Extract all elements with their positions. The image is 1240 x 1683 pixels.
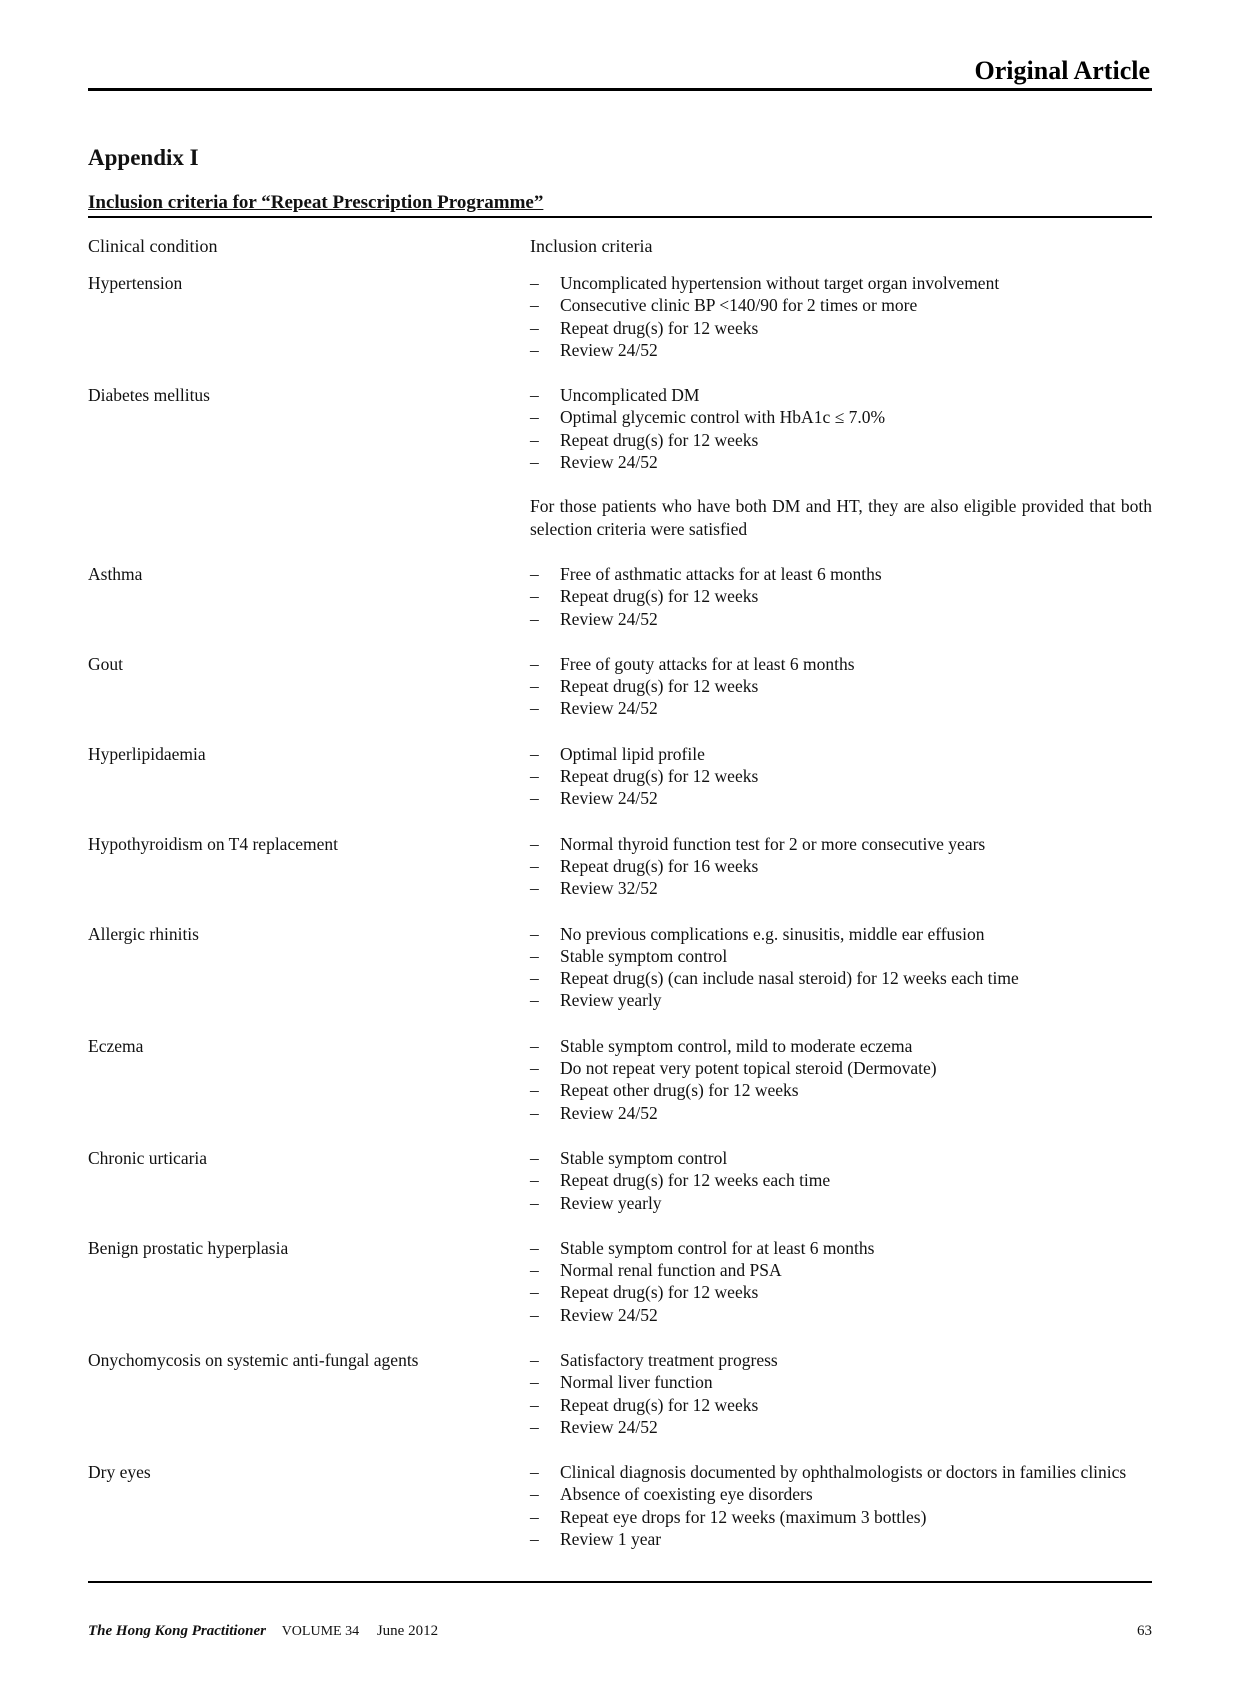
criteria-text: Normal thyroid function test for 2 or more consecutive years (560, 833, 986, 854)
criteria-text: Review 24/52 (560, 608, 658, 629)
criteria-item (530, 1506, 1152, 1528)
inclusion-criteria (530, 923, 1152, 1012)
criteria-text: Repeat other drug(s) for 12 weeks (560, 1080, 799, 1101)
criteria-item (530, 1416, 1152, 1438)
clinical-condition: Chronic urticaria (88, 1147, 208, 1168)
dash-bullet: – (530, 385, 539, 406)
table-row (88, 833, 1152, 900)
dash-bullet: – (530, 1170, 539, 1191)
criteria-item (530, 877, 1152, 899)
dash-bullet: – (530, 855, 539, 876)
criteria-text: Stable symptom control (560, 945, 728, 966)
criteria-item (530, 1079, 1152, 1101)
criteria-item (530, 675, 1152, 697)
table-row (88, 1237, 1152, 1326)
dash-bullet: – (530, 1192, 539, 1213)
inclusion-criteria (530, 653, 1152, 720)
table-row (88, 1035, 1152, 1124)
dash-bullet: – (530, 1282, 539, 1303)
table-title: Inclusion criteria for “Repeat Prescription Programme” (88, 192, 544, 213)
inclusion-criteria (530, 1147, 1152, 1214)
criteria-item (530, 339, 1152, 361)
clinical-condition: Hypothyroidism on T4 replacement (88, 833, 338, 854)
criteria-list (530, 1147, 1152, 1214)
criteria-item (530, 451, 1152, 473)
criteria-item (530, 1371, 1152, 1393)
criteria-text: Repeat drug(s) for 12 weeks (560, 429, 759, 450)
table-row (88, 563, 1152, 630)
dash-bullet: – (530, 833, 539, 854)
dash-bullet: – (530, 295, 539, 316)
criteria-text: Repeat drug(s) for 12 weeks (560, 676, 759, 697)
criteria-item (530, 272, 1152, 294)
criteria-item (530, 585, 1152, 607)
dash-bullet: – (530, 1147, 539, 1168)
dash-bullet: – (530, 429, 539, 450)
dash-bullet: – (530, 452, 539, 473)
dash-bullet: – (530, 563, 539, 584)
table-row (88, 1349, 1152, 1438)
criteria-text: Review 1 year (560, 1529, 662, 1550)
clinical-condition: Benign prostatic hyperplasia (88, 1237, 289, 1258)
criteria-list (530, 743, 1152, 810)
criteria-text: Do not repeat very potent topical steroid (Dermovate) (560, 1058, 937, 1079)
criteria-text: Review 24/52 (560, 1304, 658, 1325)
column-header-condition: Clinical condition (88, 236, 218, 256)
criteria-item (530, 294, 1152, 316)
criteria-text: Review 24/52 (560, 1416, 658, 1437)
criteria-text: Normal liver function (560, 1372, 713, 1393)
criteria-item (530, 1035, 1152, 1057)
dash-bullet: – (530, 676, 539, 697)
criteria-text: Absence of coexisting eye disorders (560, 1484, 813, 1505)
dash-bullet: – (530, 968, 539, 989)
table-row (88, 384, 1152, 540)
criteria-item (530, 384, 1152, 406)
inclusion-criteria (530, 272, 1152, 361)
clinical-condition: Dry eyes (88, 1462, 151, 1483)
criteria-text: Repeat drug(s) for 12 weeks (560, 317, 759, 338)
criteria-item (530, 945, 1152, 967)
criteria-item (530, 967, 1152, 989)
dash-bullet: – (530, 1035, 539, 1056)
inclusion-criteria (530, 563, 1152, 630)
dash-bullet: – (530, 1349, 539, 1370)
section-label: Original Article (974, 56, 1150, 85)
criteria-item (530, 1102, 1152, 1124)
clinical-condition: Diabetes mellitus (88, 385, 210, 406)
criteria-item (530, 608, 1152, 630)
clinical-condition: Onychomycosis on systemic anti-fungal agents (88, 1349, 419, 1370)
criteria-list (530, 923, 1152, 1012)
criteria-text: Review 24/52 (560, 698, 658, 719)
dash-bullet: – (530, 339, 539, 360)
header-rule (88, 88, 1152, 91)
criteria-text: Repeat drug(s) for 12 weeks (560, 586, 759, 607)
criteria-item (530, 1304, 1152, 1326)
criteria-list (530, 653, 1152, 720)
criteria-item (530, 1259, 1152, 1281)
appendix-title: Appendix I (88, 145, 199, 170)
dash-bullet: – (530, 273, 539, 293)
criteria-item (530, 697, 1152, 719)
criteria-text: Repeat drug(s) (can include nasal steroid) for 12 weeks each time (560, 968, 1019, 989)
column-header-criteria: Inclusion criteria (530, 236, 653, 256)
inclusion-criteria (530, 1035, 1152, 1124)
criteria-text: Optimal lipid profile (560, 743, 705, 764)
criteria-text: Stable symptom control for at least 6 months (560, 1237, 875, 1258)
criteria-item (530, 1169, 1152, 1191)
criteria-text: Optimal glycemic control with HbA1c ≤ 7.0% (560, 407, 886, 428)
criteria-item (530, 1237, 1152, 1259)
criteria-text: Repeat eye drops for 12 weeks (maximum 3 bottles) (560, 1506, 927, 1527)
dash-bullet: – (530, 1080, 539, 1101)
dash-bullet: – (530, 1102, 539, 1123)
clinical-condition: Allergic rhinitis (88, 923, 199, 944)
clinical-condition: Gout (88, 653, 123, 674)
criteria-text: Review 24/52 (560, 788, 658, 809)
criteria-item (530, 1483, 1152, 1505)
criteria-item (530, 989, 1152, 1011)
page-number: 63 (1137, 1623, 1152, 1639)
criteria-item (530, 1528, 1152, 1550)
dash-bullet: – (530, 1260, 539, 1281)
dash-bullet: – (530, 945, 539, 966)
criteria-text: Clinical diagnosis documented by ophthalmologists or doctors in families clinics (560, 1462, 1127, 1483)
dash-bullet: – (530, 1484, 539, 1505)
criteria-text: Satisfactory treatment progress (560, 1349, 778, 1370)
criteria-item (530, 406, 1152, 428)
criteria-item (530, 743, 1152, 765)
criteria-item (530, 653, 1152, 675)
criteria-list (530, 384, 1152, 473)
criteria-text: Repeat drug(s) for 12 weeks (560, 1282, 759, 1303)
criteria-item (530, 1057, 1152, 1079)
criteria-item (530, 1147, 1152, 1169)
criteria-text: Review yearly (560, 1192, 662, 1213)
criteria-text: Review 24/52 (560, 1102, 658, 1123)
table-bottom-rule (88, 1581, 1152, 1583)
dash-bullet: – (530, 1058, 539, 1079)
inclusion-criteria (530, 1349, 1152, 1438)
criteria-item (530, 833, 1152, 855)
criteria-list (530, 272, 1152, 361)
criteria-text: Repeat drug(s) for 12 weeks (560, 1394, 759, 1415)
table-row (88, 1461, 1152, 1550)
inclusion-criteria (530, 1237, 1152, 1326)
criteria-text: Review yearly (560, 990, 662, 1011)
dash-bullet: – (530, 1529, 539, 1550)
table-row (88, 653, 1152, 720)
dash-bullet: – (530, 1237, 539, 1258)
criteria-text: Review 24/52 (560, 452, 658, 473)
criteria-item (530, 1461, 1152, 1483)
criteria-list (530, 1035, 1152, 1124)
dash-bullet: – (530, 788, 539, 809)
dash-bullet: – (530, 923, 539, 944)
dash-bullet: – (530, 407, 539, 428)
inclusion-criteria (530, 384, 1152, 540)
criteria-text: Uncomplicated DM (560, 385, 700, 406)
dash-bullet: – (530, 317, 539, 338)
criteria-item (530, 923, 1152, 945)
criteria-text: Free of asthmatic attacks for at least 6 months (560, 563, 882, 584)
criteria-text: Repeat drug(s) for 12 weeks (560, 766, 759, 787)
journal-name: The Hong Kong Practitioner (88, 1623, 266, 1639)
dash-bullet: – (530, 1394, 539, 1415)
criteria-item (530, 1394, 1152, 1416)
criteria-list (530, 833, 1152, 900)
inclusion-criteria (530, 1461, 1152, 1550)
dash-bullet: – (530, 1304, 539, 1325)
table-row (88, 923, 1152, 1012)
criteria-text: Stable symptom control (560, 1147, 728, 1168)
clinical-condition: Eczema (88, 1035, 144, 1056)
criteria-text: Review 32/52 (560, 878, 658, 899)
criteria-item (530, 855, 1152, 877)
dash-bullet: – (530, 1462, 539, 1483)
table-row (88, 743, 1152, 810)
criteria-item (530, 429, 1152, 451)
criteria-text: No previous complications e.g. sinusitis, middle ear effusion (560, 923, 985, 944)
dash-bullet: – (530, 586, 539, 607)
criteria-table (88, 272, 1152, 1573)
table-title-rule (88, 216, 1152, 218)
dash-bullet: – (530, 990, 539, 1011)
criteria-item (530, 787, 1152, 809)
inclusion-criteria (530, 833, 1152, 900)
dash-bullet: – (530, 653, 539, 674)
clinical-condition: Hypertension (88, 273, 183, 293)
criteria-item (530, 1281, 1152, 1303)
criteria-item (530, 563, 1152, 585)
criteria-list (530, 563, 1152, 630)
clinical-condition: Hyperlipidaemia (88, 743, 206, 764)
table-row (88, 272, 1152, 361)
criteria-text: Consecutive clinic BP <140/90 for 2 times or more (560, 295, 918, 316)
criteria-note: For those patients who have both DM and HT, they are also eligible provided that both selection criteria were satisfied (530, 496, 1152, 539)
criteria-text: Repeat drug(s) for 12 weeks each time (560, 1170, 831, 1191)
table-row (88, 1147, 1152, 1214)
journal-date: June 2012 (376, 1623, 439, 1639)
criteria-text: Stable symptom control, mild to moderate eczema (560, 1035, 913, 1056)
dash-bullet: – (530, 1372, 539, 1393)
criteria-list (530, 1349, 1152, 1438)
criteria-text: Normal renal function and PSA (560, 1260, 782, 1281)
criteria-text: Uncomplicated hypertension without target organ involvement (560, 273, 1000, 293)
criteria-list (530, 1237, 1152, 1326)
journal-volume: VOLUME 34 (281, 1624, 360, 1639)
criteria-item (530, 1349, 1152, 1371)
clinical-condition: Asthma (88, 563, 143, 584)
page-footer (88, 1623, 1152, 1640)
criteria-list (530, 1461, 1152, 1550)
criteria-item (530, 317, 1152, 339)
dash-bullet: – (530, 743, 539, 764)
dash-bullet: – (530, 1506, 539, 1527)
dash-bullet: – (530, 878, 539, 899)
dash-bullet: – (530, 698, 539, 719)
dash-bullet: – (530, 766, 539, 787)
criteria-item (530, 1192, 1152, 1214)
criteria-item (530, 765, 1152, 787)
criteria-text: Free of gouty attacks for at least 6 months (560, 653, 855, 674)
dash-bullet: – (530, 608, 539, 629)
inclusion-criteria (530, 743, 1152, 810)
criteria-text: Review 24/52 (560, 339, 658, 360)
dash-bullet: – (530, 1416, 539, 1437)
criteria-text: Repeat drug(s) for 16 weeks (560, 855, 759, 876)
